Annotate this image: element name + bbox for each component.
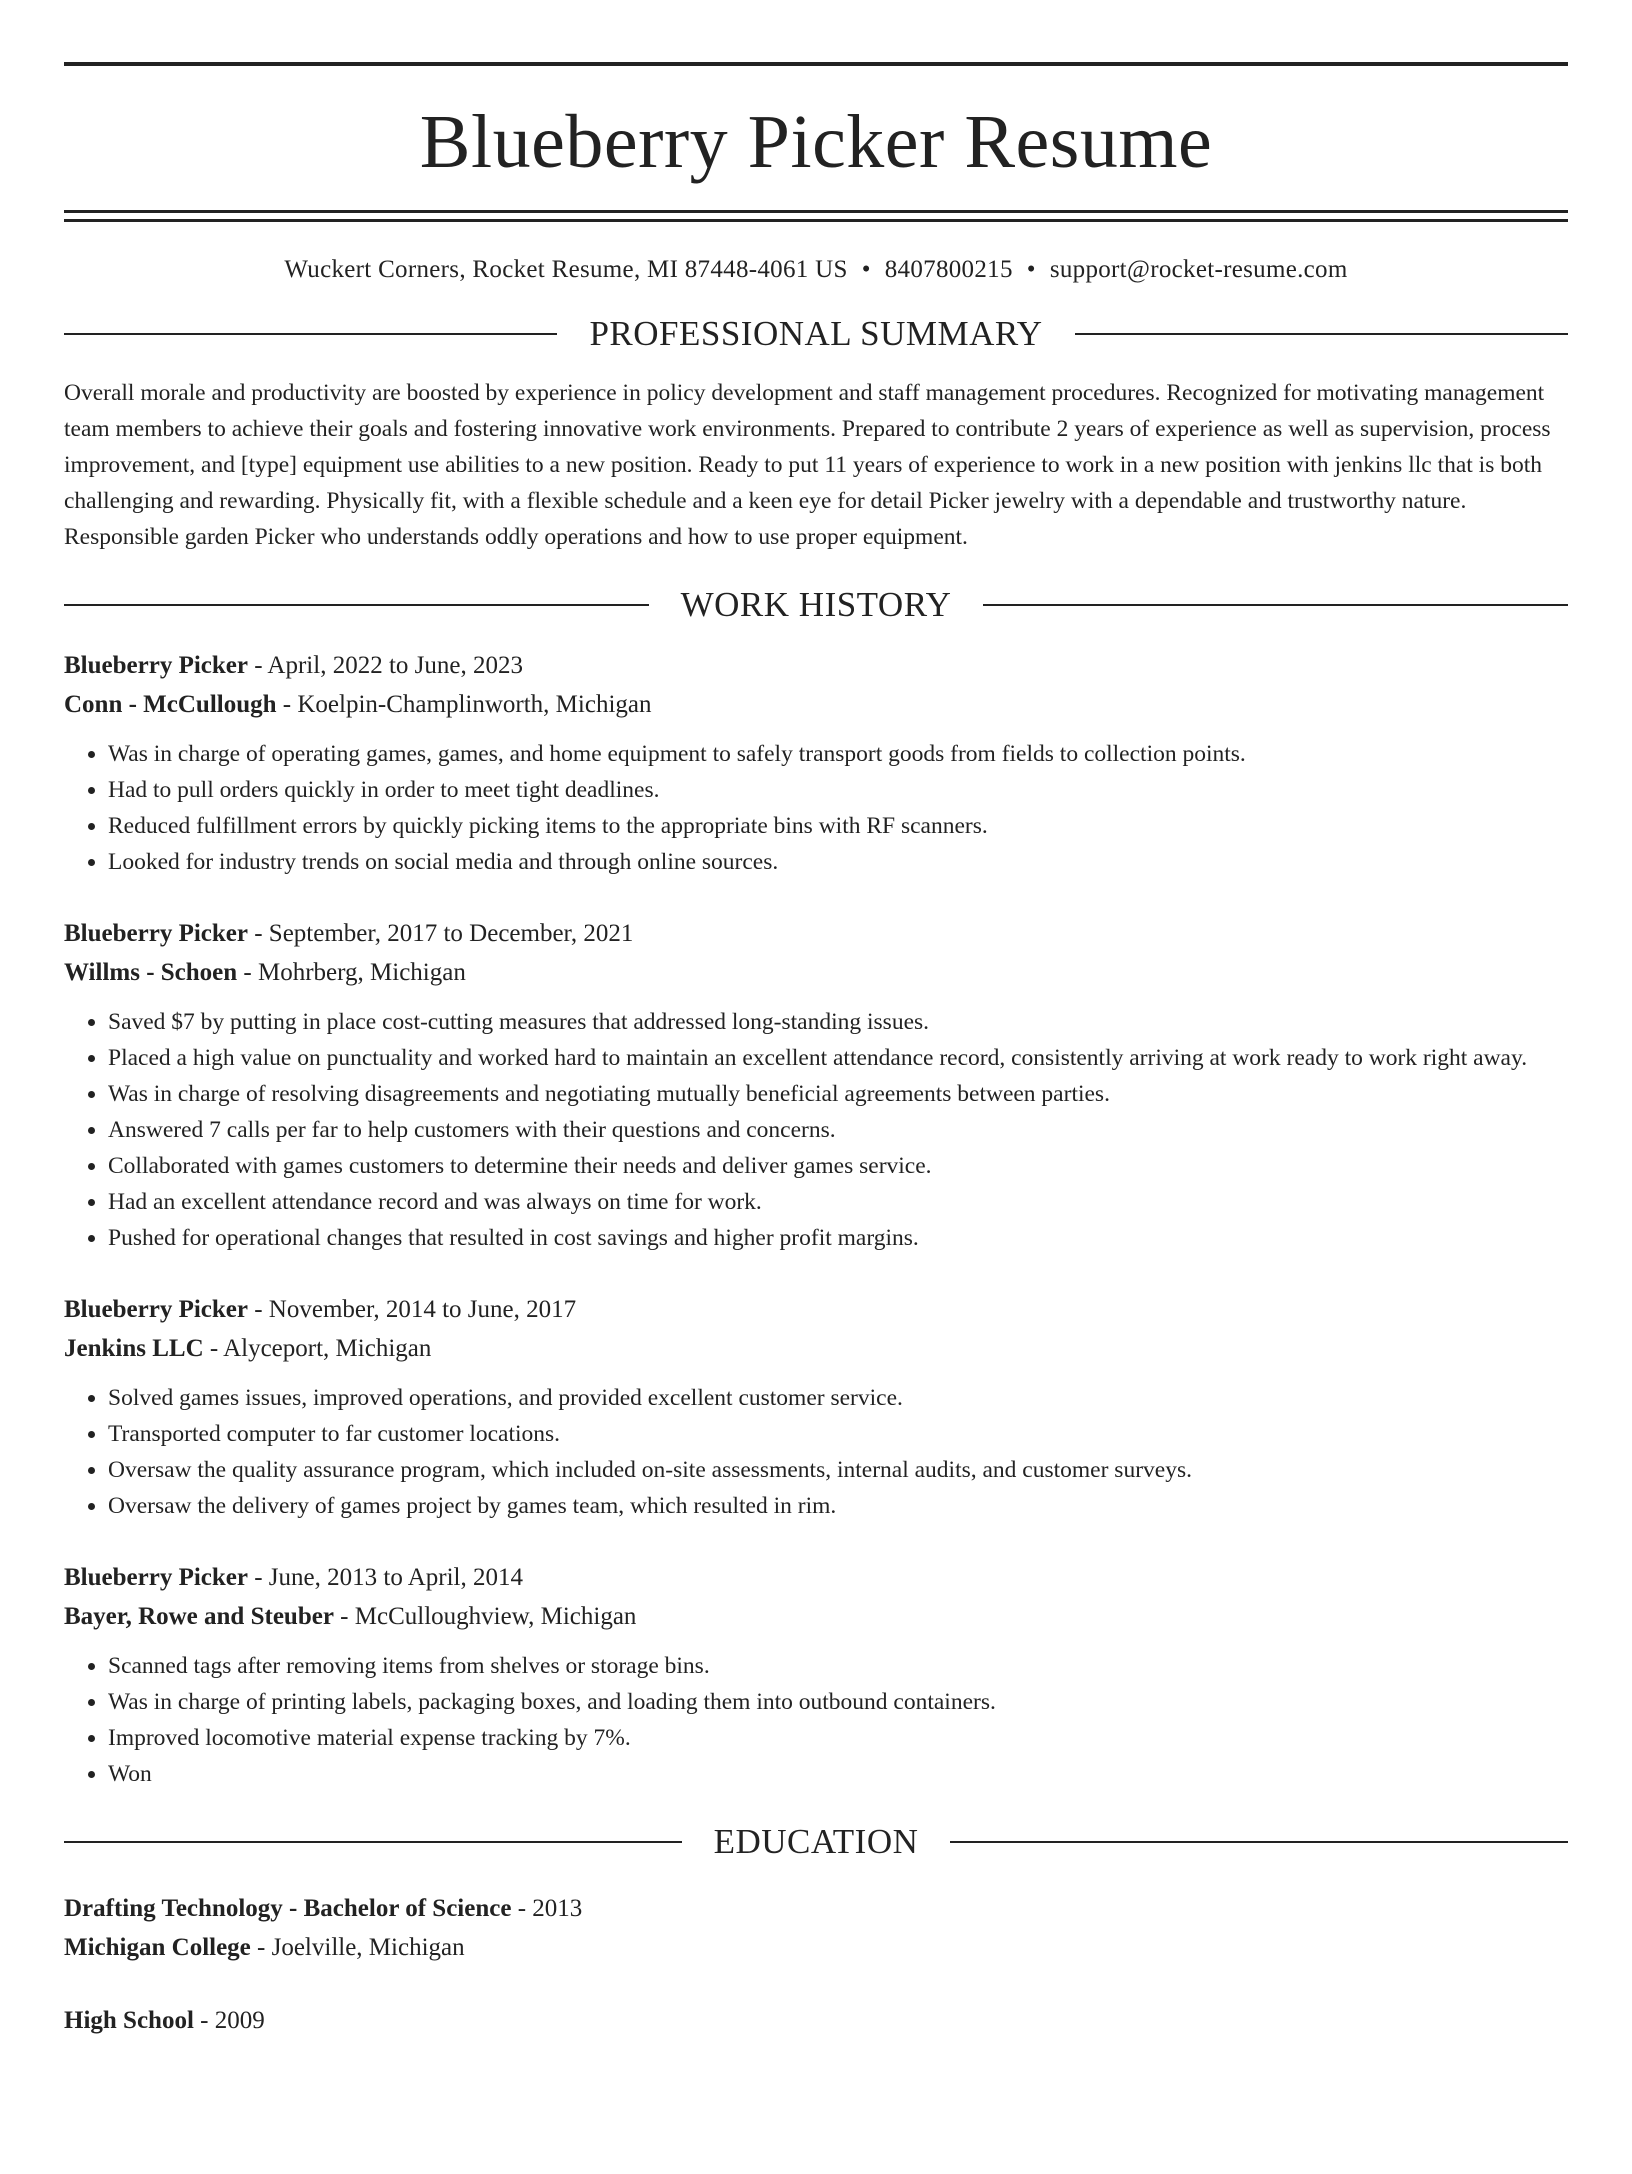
- section-title: PROFESSIONAL SUMMARY: [589, 314, 1043, 353]
- list-item: • Pushed for operational changes that resulted in cost savings and higher profit margins.: [108, 1220, 1568, 1256]
- job-company: Jenkins LLC: [64, 1335, 204, 1362]
- job-location: - Koelpin-Champlinworth, Michigan: [276, 691, 652, 718]
- school-location: - Joelville, Michigan: [250, 1934, 465, 1961]
- contact-line: [64, 256, 1568, 284]
- job-company-line: [64, 685, 1568, 724]
- degree: High School: [64, 2007, 194, 2034]
- heading-rule: [64, 333, 557, 335]
- job-dates: - June, 2013 to April, 2014: [247, 1564, 523, 1591]
- education-entry: [64, 2001, 1568, 2040]
- job-entry: [64, 646, 1568, 880]
- heading-rule: [983, 604, 1568, 606]
- top-rule: [64, 62, 1568, 66]
- contact-email: support@rocket-resume.com: [1049, 256, 1348, 283]
- school-name: Michigan College: [64, 1934, 251, 1961]
- list-item: • Was in charge of operating games, games, and home equipment to safely transport goods from fields to collection points.: [108, 736, 1568, 772]
- list-item: • Placed a high value on punctuality and worked hard to maintain an excellent attendance record, consistently arriving at work ready to work right away.: [108, 1040, 1568, 1076]
- list-item: • Oversaw the quality assurance program, which included on-site assessments, internal audits, and customer surveys.: [108, 1452, 1568, 1488]
- education-year: - 2013: [511, 1895, 583, 1922]
- job-title: Blueberry Picker: [64, 920, 248, 947]
- contact-separator: •: [861, 256, 871, 283]
- list-item: • Won: [108, 1756, 1568, 1792]
- job-entry: [64, 914, 1568, 1256]
- job-company: Bayer, Rowe and Steuber: [64, 1603, 334, 1630]
- list-item: • Oversaw the delivery of games project by games team, which resulted in rim.: [108, 1488, 1568, 1524]
- job-title-line: [64, 1558, 1568, 1597]
- degree: Drafting Technology - Bachelor of Science: [64, 1895, 512, 1922]
- job-company: Willms - Schoen: [64, 959, 238, 986]
- job-bullets: [64, 736, 1568, 880]
- section-title: WORK HISTORY: [680, 585, 952, 624]
- section-heading-education: [64, 1824, 1568, 1859]
- heading-rule: [950, 1841, 1568, 1843]
- list-item: • Answered 7 calls per far to help customers with their questions and concerns.: [108, 1112, 1568, 1148]
- section-heading-work: [64, 587, 1568, 622]
- list-item: • Was in charge of resolving disagreements and negotiating mutually beneficial agreements between parties.: [108, 1076, 1568, 1112]
- degree-line: [64, 2001, 1568, 2040]
- list-item: • Saved $7 by putting in place cost-cutting measures that addressed long-standing issues.: [108, 1004, 1568, 1040]
- list-item: • Solved games issues, improved operations, and provided excellent customer service.: [108, 1380, 1568, 1416]
- job-company: Conn - McCullough: [64, 691, 277, 718]
- job-location: - McCulloughview, Michigan: [333, 1603, 637, 1630]
- degree-line: [64, 1889, 1568, 1928]
- job-bullets: [64, 1004, 1568, 1256]
- contact-separator: •: [1026, 256, 1036, 283]
- job-bullets: [64, 1380, 1568, 1524]
- list-item: • Had to pull orders quickly in order to meet tight deadlines.: [108, 772, 1568, 808]
- school-line: [64, 1928, 1568, 1967]
- list-item: • Scanned tags after removing items from shelves or storage bins.: [108, 1648, 1568, 1684]
- job-title: Blueberry Picker: [64, 1564, 248, 1591]
- job-dates: - September, 2017 to December, 2021: [247, 920, 634, 947]
- resume-page: [0, 62, 1632, 2174]
- double-rule: [64, 210, 1568, 222]
- job-entry: [64, 1558, 1568, 1792]
- summary-text: Overall morale and productivity are boosted by experience in policy development and staff management procedures. Recognized for motivating management team members to achieve their goals and fostering innovative work environments. Prepared to contribute 2 years of experience as well as supervision, process improvement, and [type] equipment use abilities to a new position. Ready to put 11 years of experience to work in a new position with jenkins llc that is both challenging and rewarding. Physically fit, with a flexible schedule and a keen eye for detail Picker jewelry with a dependable and trustworthy nature. Responsible garden Picker who understands oddly operations and how to use proper equipment.: [64, 380, 1551, 550]
- list-item: • Reduced fulfillment errors by quickly picking items to the appropriate bins with RF scanners.: [108, 808, 1568, 844]
- job-title-line: [64, 914, 1568, 953]
- job-entry: [64, 1290, 1568, 1524]
- contact-phone: 8407800215: [884, 256, 1013, 283]
- heading-rule: [1075, 333, 1568, 335]
- resume-title: Blueberry Picker Resume: [419, 100, 1213, 184]
- list-item: • Looked for industry trends on social media and through online sources.: [108, 844, 1568, 880]
- heading-rule: [64, 604, 649, 606]
- job-bullets: [64, 1648, 1568, 1792]
- job-company-line: [64, 1329, 1568, 1368]
- list-item: • Transported computer to far customer locations.: [108, 1416, 1568, 1452]
- job-title: Blueberry Picker: [64, 1296, 248, 1323]
- list-item: • Collaborated with games customers to determine their needs and deliver games service.: [108, 1148, 1568, 1184]
- section-heading-summary: [64, 316, 1568, 351]
- job-dates: - April, 2022 to June, 2023: [247, 652, 523, 679]
- list-item: • Improved locomotive material expense tracking by 7%.: [108, 1720, 1568, 1756]
- section-title: EDUCATION: [713, 1822, 919, 1861]
- heading-rule: [64, 1841, 682, 1843]
- job-dates: - November, 2014 to June, 2017: [247, 1296, 577, 1323]
- list-item: • Had an excellent attendance record and was always on time for work.: [108, 1184, 1568, 1220]
- job-title-line: [64, 646, 1568, 685]
- job-title-line: [64, 1290, 1568, 1329]
- list-item: • Was in charge of printing labels, packaging boxes, and loading them into outbound containers.: [108, 1684, 1568, 1720]
- job-company-line: [64, 953, 1568, 992]
- contact-address: Wuckert Corners, Rocket Resume, MI 87448-4061 US: [284, 256, 848, 283]
- job-title: Blueberry Picker: [64, 652, 248, 679]
- job-location: - Mohrberg, Michigan: [237, 959, 466, 986]
- education-entry: [64, 1889, 1568, 1967]
- job-location: - Alyceport, Michigan: [203, 1335, 432, 1362]
- job-company-line: [64, 1597, 1568, 1636]
- education-year: - 2009: [193, 2007, 265, 2034]
